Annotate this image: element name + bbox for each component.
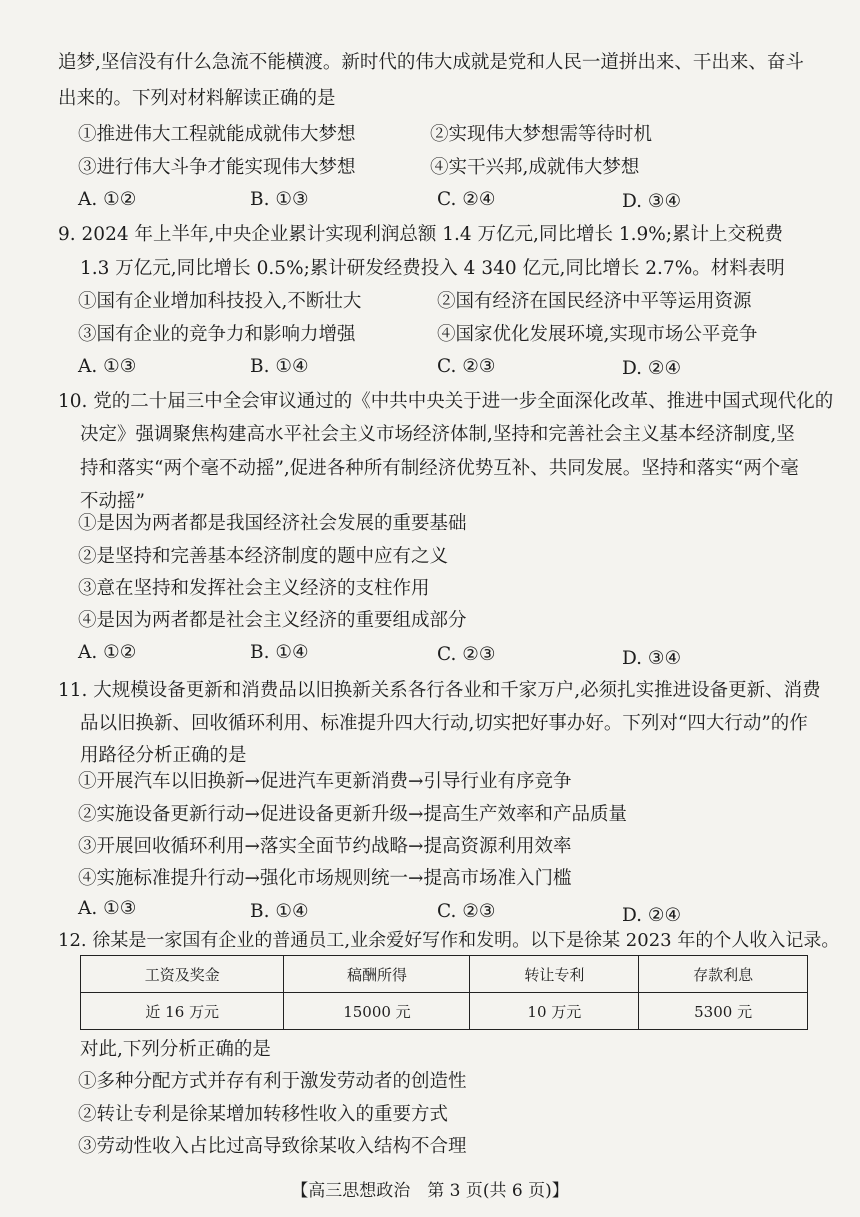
q8-statement-1: ①推进伟大工程就能成就伟大梦想 <box>78 124 356 145</box>
q10-stem-line1: 10. 党的二十届三中全会审议通过的《中共中央关于进一步全面深化改革、推进中国式现代化的 <box>58 391 834 412</box>
q11-statement-3: ③开展回收循环利用→落实全面节约战略→提高资源利用效率 <box>78 836 572 857</box>
page-footer: 【高三思想政治 第 3 页(共 6 页)】 <box>291 1181 569 1201</box>
q10-option-c: C. ②③ <box>437 644 496 665</box>
q12-statement-3: ③劳动性收入占比过高导致徐某收入结构不合理 <box>78 1136 467 1157</box>
q12-statement-1: ①多种分配方式并存有利于激发劳动者的创造性 <box>78 1071 467 1092</box>
table-header-cell: 存款利息 <box>639 956 808 993</box>
table-header-row <box>81 956 808 993</box>
q11-statement-2: ②实施设备更新行动→促进设备更新升级→提高生产效率和产品质量 <box>78 804 628 825</box>
q9-option-d: D. ②④ <box>622 358 682 379</box>
q10-statement-1: ①是因为两者都是我国经济社会发展的重要基础 <box>78 513 467 534</box>
q12-stem-line2: 对此,下列分析正确的是 <box>80 1039 271 1060</box>
q11-stem-line3: 用路径分析正确的是 <box>80 745 247 766</box>
q10-statement-2: ②是坚持和完善基本经济制度的题中应有之义 <box>78 546 449 567</box>
q11-option-a: A. ①③ <box>78 898 137 919</box>
q8-option-c: C. ②④ <box>437 189 496 210</box>
q9-statement-4: ④国家优化发展环境,实现市场公平竞争 <box>437 324 758 345</box>
q9-option-a: A. ①③ <box>78 356 137 377</box>
q8-statement-4: ④实干兴邦,成就伟大梦想 <box>430 157 640 178</box>
q8-option-d: D. ③④ <box>622 191 682 212</box>
q10-stem-line3: 持和落实“两个毫不动摇”,促进各种所有制经济优势互补、共同发展。坚持和落实“两个毫 <box>80 458 799 479</box>
q8-stem-line1: 追梦,坚信没有什么急流不能横渡。新时代的伟大成就是党和人民一道拼出来、干出来、奋斗 <box>58 52 804 73</box>
q9-statement-3: ③国有企业的竞争力和影响力增强 <box>78 324 356 345</box>
q10-statement-3: ③意在坚持和发挥社会主义经济的支柱作用 <box>78 578 430 599</box>
q11-option-c: C. ②③ <box>437 901 496 922</box>
q11-option-b: B. ①④ <box>250 901 309 922</box>
q12-statement-2: ②转让专利是徐某增加转移性收入的重要方式 <box>78 1104 449 1125</box>
q10-statement-4: ④是因为两者都是社会主义经济的重要组成部分 <box>78 610 467 631</box>
table-cell: 近 16 万元 <box>81 993 284 1030</box>
table-header-cell: 工资及奖金 <box>81 956 284 993</box>
q8-statement-3: ③进行伟大斗争才能实现伟大梦想 <box>78 157 356 178</box>
q10-option-a: A. ①② <box>78 642 137 663</box>
q9-option-b: B. ①④ <box>250 356 309 377</box>
q10-option-b: B. ①④ <box>250 642 309 663</box>
q11-option-d: D. ②④ <box>622 905 682 926</box>
income-table <box>80 955 808 1030</box>
q11-statement-1: ①开展汽车以旧换新→促进汽车更新消费→引导行业有序竞争 <box>78 771 572 792</box>
q9-stem-line2: 1.3 万亿元,同比增长 0.5%;累计研发经费投入 4 340 亿元,同比增长 2.7%。材料表明 <box>80 258 785 279</box>
q10-stem-line4: 不动摇” <box>80 491 145 512</box>
q9-statement-1: ①国有企业增加科技投入,不断壮大 <box>78 291 362 312</box>
q11-stem-line1: 11. 大规模设备更新和消费品以旧换新关系各行各业和千家万户,必须扎实推进设备更新、消费 <box>58 680 821 701</box>
q8-stem-line2: 出来的。下列对材料解读正确的是 <box>58 88 336 109</box>
q8-option-a: A. ①② <box>78 189 137 210</box>
q9-stem-line1: 9. 2024 年上半年,中央企业累计实现利润总额 1.4 万亿元,同比增长 1.9%;累计上交税费 <box>58 224 784 245</box>
table-header-cell: 转让专利 <box>470 956 639 993</box>
table-header-cell: 稿酬所得 <box>284 956 470 993</box>
q9-option-c: C. ②③ <box>437 356 496 377</box>
table-cell: 15000 元 <box>284 993 470 1030</box>
table-row <box>81 993 808 1030</box>
q8-statement-2: ②实现伟大梦想需等待时机 <box>430 124 653 145</box>
q11-statement-4: ④实施标准提升行动→强化市场规则统一→提高市场准入门槛 <box>78 868 572 889</box>
q11-stem-line2: 品以旧换新、回收循环利用、标准提升四大行动,切实把好事办好。下列对“四大行动”的作 <box>80 713 808 734</box>
q10-option-d: D. ③④ <box>622 648 682 669</box>
table-cell: 10 万元 <box>470 993 639 1030</box>
q9-statement-2: ②国有经济在国民经济中平等运用资源 <box>437 291 752 312</box>
q8-option-b: B. ①③ <box>250 189 309 210</box>
q12-stem-line1: 12. 徐某是一家国有企业的普通员工,业余爱好写作和发明。以下是徐某 2023 年的个人收入记录。 <box>58 930 840 951</box>
q10-stem-line2: 决定》强调聚焦构建高水平社会主义市场经济体制,坚持和完善社会主义基本经济制度,坚 <box>80 424 795 445</box>
table-cell: 5300 元 <box>639 993 808 1030</box>
